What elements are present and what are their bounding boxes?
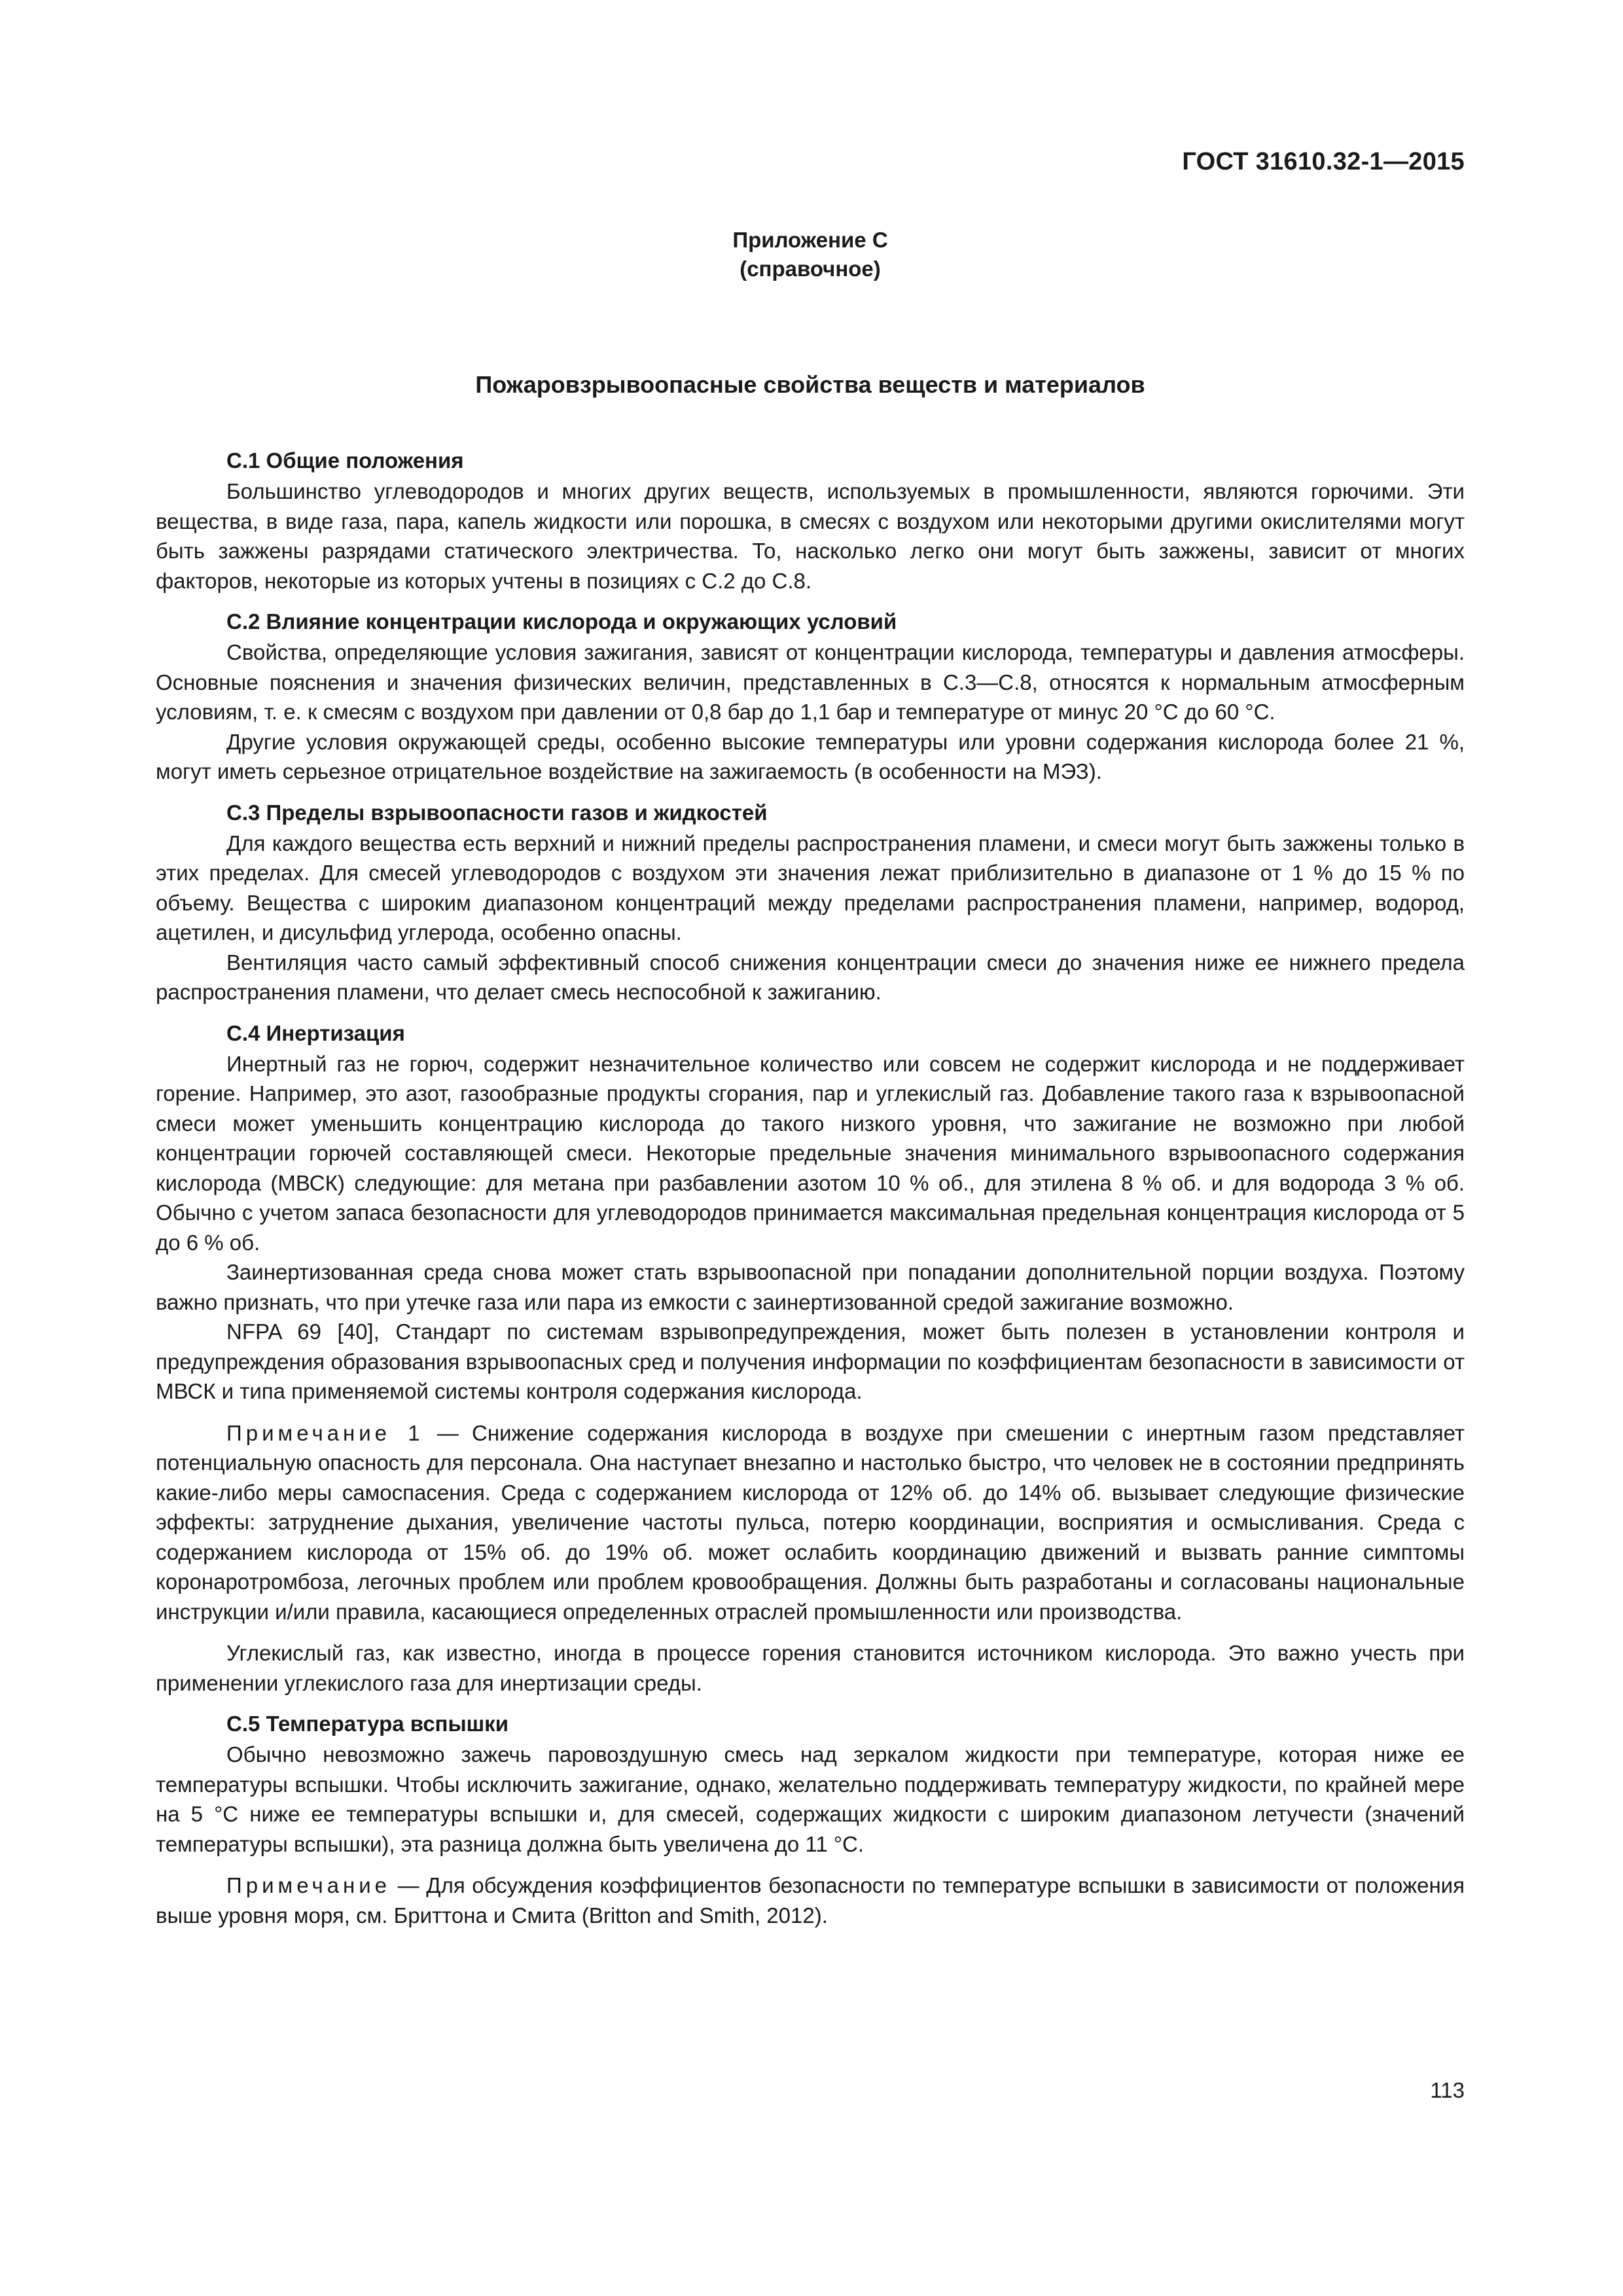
paragraph: NFPA 69 [40], Стандарт по системам взрывопредупреждения, может быть полезен в установлении контроля и предупреждения образования взрывоопасных сред и получения информации по коэффициентам безопасности в зависимости от МВСК и типа применяемой системы контроля содержания кислорода. bbox=[156, 1319, 1465, 1403]
paragraph: Для каждого вещества есть верхний и нижний пределы распространения пламени, и смеси могут быть зажжены только в этих пределах. Для смесей углеводородов с воздухом эти значения лежат приблизительно в диапазоне от 1 % до 15 % по объему. Вещества с широким диапазоном концентраций между пределами распространения пламени, например, водород, ацетилен, и дисульфид углерода, особенно опасны. bbox=[156, 831, 1465, 944]
paragraph: Вентиляция часто самый эффективный способ снижения концентрации смеси до значения ниже ее нижнего предела распространения пламени, что делает смесь неспособной к зажиганию. bbox=[156, 950, 1465, 1004]
paragraph: Большинство углеводородов и многих других веществ, используемых в промышленности, являются горючими. Эти вещества, в виде газа, пара, капель жидкости или порошка, в смесях с воздухом или некоторыми другими окислителями могут быть зажжены разрядами статического электричества. То, насколько легко они могут быть зажжены, зависит от многих факторов, некоторые из которых учтены в позициях с С.2 до С.8. bbox=[156, 479, 1465, 593]
section-heading: С.1 Общие положения bbox=[226, 448, 464, 473]
paragraph: Свойства, определяющие условия зажигания, зависят от концентрации кислорода, температуры и давления атмосферы. Основные пояснения и значения физических величин, представленных в С.3—С.8, относятся к нормальным атмосферным условиям, т. е. к смесям с воздухом при давлении от 0,8 бар до 1,1 бар и температуре от минус 20 °С до 60 °С. bbox=[156, 640, 1465, 724]
paragraph: Инертный газ не горюч, содержит незначительное количество или совсем не содержит кислорода и не поддерживает горение. Например, это азот, газообразные продукты сгорания, пар и углекислый газ. Добавление такого газа к взрывоопасной смеси может уменьшить концентрацию кислорода до такого низкого уровня, что зажигание не возможно при любой концентрации горючей составляющей смеси. Некоторые предельные значения минимального взрывоопасного содержания кислорода (МВСК) следующие: для метана при разбавлении азотом 10 % об., для этилена 8 % об. и для водорода 3 % об. Обычно с учетом запаса безопасности для углеводородов принимается максимальная предельная концентрация кислорода от 5 до 6 % об. bbox=[156, 1051, 1465, 1255]
paragraph: Заинертизованная среда снова может стать взрывоопасной при попадании дополнительной порции воздуха. Поэтому важно признать, что при утечке газа или пара из емкости с заинертизованной средой зажигание возможно. bbox=[156, 1260, 1465, 1314]
note-label: Примечание bbox=[226, 1873, 391, 1897]
section-c2 bbox=[156, 606, 1465, 787]
paragraph: Другие условия окружающей среды, особенно высокие температуры или уровни содержания кислорода более 21 %, могут иметь серьезное отрицательное воздействие на зажигаемость (в особенности на МЭЗ). bbox=[156, 729, 1465, 783]
paragraph: Обычно невозможно зажечь паровоздушную смесь над зеркалом жидкости при температуре, которая ниже ее температуры вспышки. Чтобы исключить зажигание, однако, желательно поддерживать температуру жидкости, по крайней мере на 5 °С ниже ее температуры вспышки и, для смесей, содержащих жидкости с широким диапазоном летучести (значений температуры вспышки), эта разница должна быть увеличена до 11 °С. bbox=[156, 1742, 1465, 1856]
section-c4 bbox=[156, 1018, 1465, 1698]
note-text: — Снижение содержания кислорода в воздухе при смешении с инертным газом представляет потенциальную опасность для персонала. Она наступает внезапно и настолько быстро, что человек не в состоянии предпринять какие-либо меры самоспасения. Среда с содержанием кислорода от 12% об. до 14% об. вызывает следующие физические эффекты: затруднение дыхания, увеличение частоты пульса, потерю координации, восприятия и осмысливания. Среда с содержанием кислорода от 15% об. до 19% об. может ослабить координацию движений и вызвать ранние симптомы коронаротромбоза, легочных проблем или проблем кровообращения. Должны быть разработаны и согласованы национальные инструкции и/или правила, касающиеся определенных отраслей промышленности или производства. bbox=[156, 1420, 1465, 1624]
annex-label: Приложение С bbox=[732, 228, 888, 252]
section-heading: С.5 Температура вспышки bbox=[226, 1712, 508, 1736]
section-heading: С.3 Пределы взрывоопасности газов и жидкостей bbox=[226, 800, 768, 825]
section-c3 bbox=[156, 797, 1465, 1007]
section-heading: С.2 Влияние концентрации кислорода и окружающих условий bbox=[226, 609, 897, 634]
section-c1 bbox=[156, 445, 1465, 596]
note-text: — Для обсуждения коэффициентов безопасности по температуре вспышки в зависимости от положения выше уровня моря, см. Бриттона и Смита (Britton and Smith, 2012). bbox=[156, 1873, 1465, 1928]
document-body bbox=[156, 445, 1465, 1930]
paragraph: Углекислый газ, как известно, иногда в процессе горения становится источником кислорода. Это важно учесть при применении углекислого газа для инертизации среды. bbox=[156, 1641, 1465, 1695]
section-c5 bbox=[156, 1708, 1465, 1930]
standard-code: ГОСТ 31610.32-1—2015 bbox=[1182, 148, 1465, 175]
note-label: Примечание 1 bbox=[226, 1420, 424, 1445]
annex-header bbox=[156, 226, 1465, 283]
note-1 bbox=[156, 1418, 1465, 1627]
document-title: Пожаровзрывоопасные свойства веществ и материалов bbox=[475, 371, 1145, 398]
section-heading: С.4 Инертизация bbox=[226, 1020, 405, 1045]
page-number: 113 bbox=[1430, 2078, 1465, 2102]
annex-type: (справочное) bbox=[740, 257, 881, 281]
note bbox=[156, 1871, 1465, 1930]
